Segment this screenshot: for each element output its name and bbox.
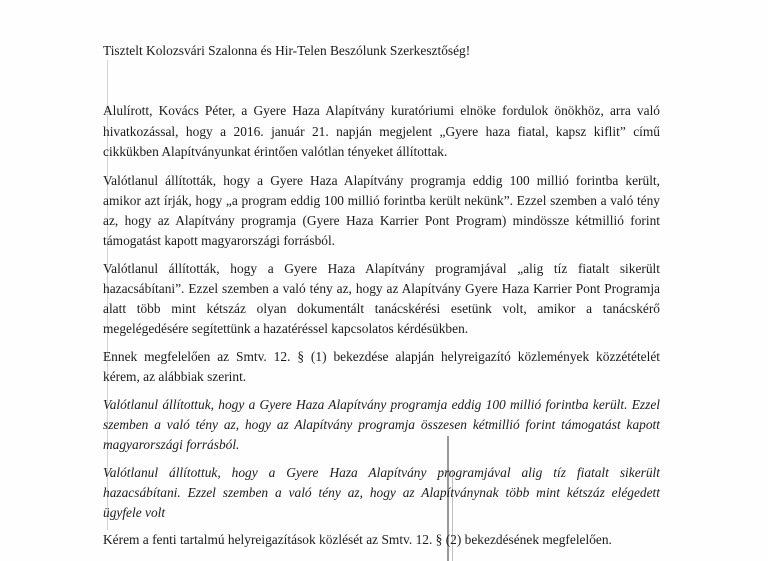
paragraph-3-line-3: alatt több mint kétszáz olyan dokumentált tanácskérési esetünk volt, amikor a tanácskérő	[103, 301, 660, 316]
paragraph-7-line-1: Kérem a fenti tartalmú helyreigazítások közlését az Smtv. 12. § (2) bekezdésének megfelelően.	[103, 532, 612, 547]
paragraph-3-line-4: megelégedésére segítettünk a hazatéréssel kapcsolatos kérdésükben.	[103, 321, 469, 336]
paragraph-3-line-1: Valótlanul állították, hogy a Gyere Haza Alapítvány programjával „alig tíz fiatalt sikerült	[103, 261, 660, 276]
paragraph-5-line-2: szemben a való tény az, hogy az Alapítvány programja összesen kétmillió forint támogatást kapott	[103, 417, 660, 432]
paragraph-5-line-3: magyarországi forrásból.	[103, 437, 240, 452]
paragraph-6-line-3: ügyfele volt	[103, 505, 166, 520]
paragraph-4-line-1: Ennek megfelelően az Smtv. 12. § (1) bekezdése alapján helyreigazító közlemények közzétételét	[103, 349, 660, 364]
paragraph-2-line-2: amikor azt írják, hogy „a program eddig 100 millió forintba került nekünk”. Ezzel szemben a való tény	[103, 193, 660, 208]
paragraph-2-line-1: Valótlanul állították, hogy a Gyere Haza Alapítvány programja eddig 100 millió forintba került,	[103, 173, 660, 188]
paragraph-1-line-3: cikkükben Alapítványunkat érintően valótlan tényeket állítottak.	[103, 144, 448, 159]
paragraph-5-line-1: Valótlanul állítottuk, hogy a Gyere Haza Alapítvány programja eddig 100 millió forintba került. Ezzel	[103, 397, 660, 412]
paragraph-6-line-1: Valótlanul állítottuk, hogy a Gyere Haza Alapítvány programjával alig tíz fiatalt sikerült	[103, 465, 660, 480]
paragraph-3-line-2: hazacsábítani”. Ezzel szemben a való tény az, hogy az Alapítvány Gyere Haza Karrier Pont Programja	[103, 281, 660, 296]
paragraph-4-line-2: kérem, az alábbiak szerint.	[103, 369, 247, 384]
paragraph-1-line-2: hivatkozással, hogy a 2016. január 21. napján megjelent „Gyere haza fiatal, kapsz kiflit” című	[103, 124, 660, 139]
paragraph-1-line-1: Alulírott, Kovács Péter, a Gyere Haza Alapítvány kuratóriumi elnöke fordulok önökhöz, arra való	[103, 103, 660, 118]
salutation: Tisztelt Kolozsvári Szalonna és Hir-Telen Beszólunk Szerkesztőség!	[103, 43, 471, 58]
paragraph-2-line-3: az, hogy az Alapítvány programja (Gyere Haza Karrier Pont Program) mindössze kétmillió forint	[103, 213, 660, 228]
paragraph-6-line-2: hazacsábítani. Ezzel szemben a való tény az, hogy az Alapítványnak több mint kétszáz elégedett	[103, 485, 660, 500]
paragraph-2-line-4: támogatást kapott magyarországi forrásból.	[103, 233, 336, 248]
